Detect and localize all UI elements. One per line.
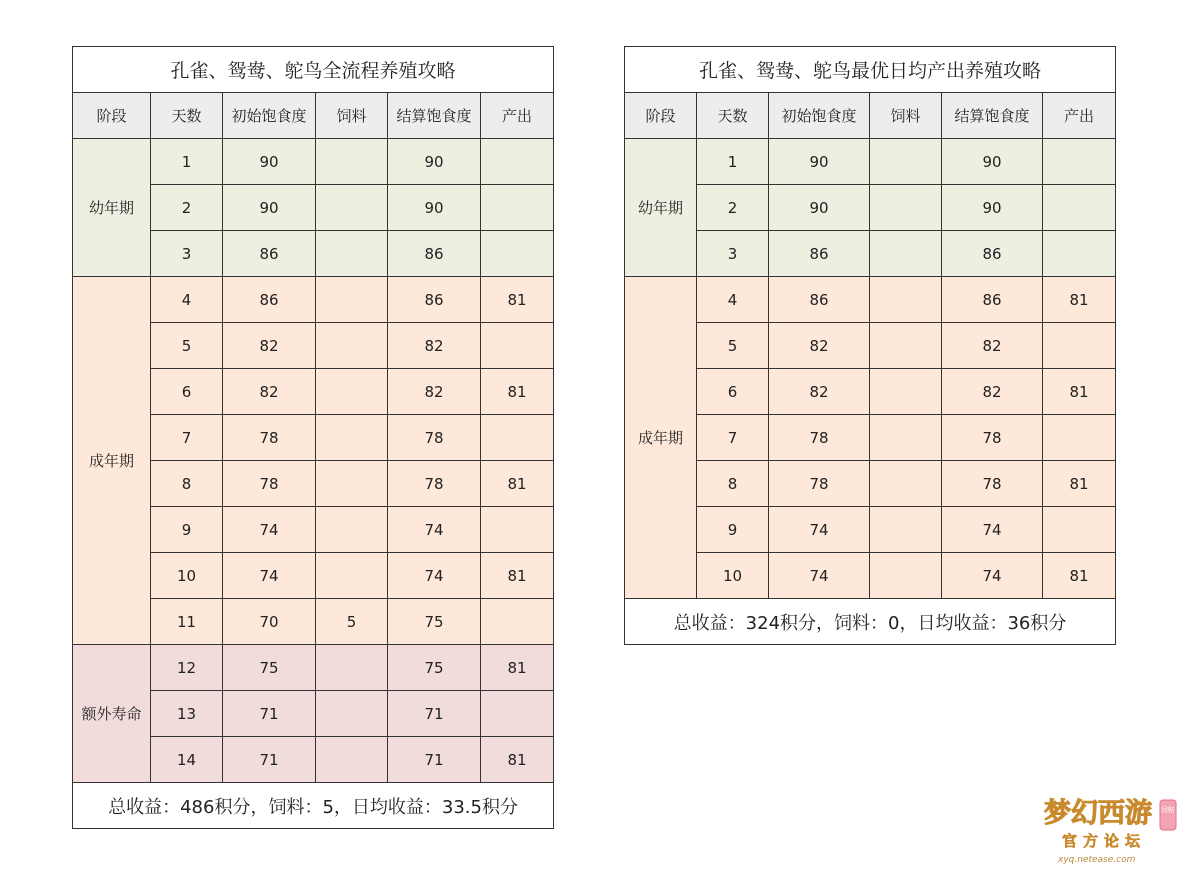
- day-cell: 3: [697, 231, 769, 277]
- table-title: 孔雀、鸳鸯、鸵鸟最优日均产出养殖攻略: [625, 47, 1116, 93]
- table-row: [625, 185, 1116, 231]
- output-cell: [481, 231, 554, 277]
- final-satiety-cell: 86: [388, 277, 481, 323]
- feed-cell: [316, 737, 388, 783]
- stage-label: 成年期: [73, 277, 151, 645]
- table-row: [625, 369, 1116, 415]
- feed-cell: [316, 277, 388, 323]
- initial-satiety-cell: 78: [769, 461, 870, 507]
- output-cell: 81: [1043, 461, 1116, 507]
- table-row: [625, 323, 1116, 369]
- column-header: 结算饱食度: [942, 93, 1043, 139]
- feed-cell: [316, 139, 388, 185]
- day-cell: 14: [151, 737, 223, 783]
- day-cell: 5: [697, 323, 769, 369]
- initial-satiety-cell: 90: [223, 185, 316, 231]
- initial-satiety-cell: 78: [769, 415, 870, 461]
- stage-label: 幼年期: [73, 139, 151, 277]
- feed-cell: [316, 369, 388, 415]
- final-satiety-cell: 75: [388, 645, 481, 691]
- final-satiety-cell: 86: [942, 277, 1043, 323]
- final-satiety-cell: 90: [942, 185, 1043, 231]
- initial-satiety-cell: 90: [223, 139, 316, 185]
- feed-cell: [316, 553, 388, 599]
- output-cell: [1043, 231, 1116, 277]
- day-cell: 6: [697, 369, 769, 415]
- final-satiety-cell: 90: [388, 185, 481, 231]
- table-row: [625, 277, 1116, 323]
- title-row: [73, 47, 554, 93]
- feed-cell: [870, 461, 942, 507]
- logo-title: 梦幻西游: [1044, 798, 1152, 829]
- header-row: [73, 93, 554, 139]
- table-row: [625, 553, 1116, 599]
- final-satiety-cell: 74: [942, 553, 1043, 599]
- initial-satiety-cell: 75: [223, 645, 316, 691]
- final-satiety-cell: 78: [942, 415, 1043, 461]
- final-satiety-cell: 82: [388, 369, 481, 415]
- final-satiety-cell: 90: [942, 139, 1043, 185]
- feed-cell: [870, 139, 942, 185]
- stage-label: 额外寿命: [73, 645, 151, 783]
- feed-cell: [870, 553, 942, 599]
- day-cell: 8: [151, 461, 223, 507]
- column-header: 产出: [1043, 93, 1116, 139]
- day-cell: 10: [697, 553, 769, 599]
- feed-cell: [870, 231, 942, 277]
- column-header: 产出: [481, 93, 554, 139]
- column-header: 饲料: [870, 93, 942, 139]
- final-satiety-cell: 71: [388, 737, 481, 783]
- day-cell: 1: [151, 139, 223, 185]
- initial-satiety-cell: 74: [769, 553, 870, 599]
- feed-cell: [316, 691, 388, 737]
- stage-label: 幼年期: [625, 139, 697, 277]
- day-cell: 4: [151, 277, 223, 323]
- initial-satiety-cell: 78: [223, 461, 316, 507]
- column-header: 初始饱食度: [769, 93, 870, 139]
- column-header: 阶段: [73, 93, 151, 139]
- initial-satiety-cell: 86: [223, 277, 316, 323]
- day-cell: 13: [151, 691, 223, 737]
- output-cell: [481, 691, 554, 737]
- final-satiety-cell: 78: [388, 461, 481, 507]
- final-satiety-cell: 82: [942, 369, 1043, 415]
- day-cell: 10: [151, 553, 223, 599]
- logo-url: xyq.netease.com: [1058, 855, 1136, 865]
- output-cell: 81: [481, 369, 554, 415]
- feed-cell: [316, 507, 388, 553]
- initial-satiety-cell: 86: [223, 231, 316, 277]
- day-cell: 7: [697, 415, 769, 461]
- title-row: [625, 47, 1116, 93]
- final-satiety-cell: 90: [388, 139, 481, 185]
- day-cell: 2: [151, 185, 223, 231]
- table-row: [625, 139, 1116, 185]
- output-cell: [481, 415, 554, 461]
- output-cell: [481, 599, 554, 645]
- output-cell: 81: [1043, 277, 1116, 323]
- initial-satiety-cell: 74: [769, 507, 870, 553]
- feed-cell: [316, 185, 388, 231]
- summary-text: 总收益：324积分，饲料：0，日均收益：36积分: [625, 599, 1116, 645]
- day-cell: 8: [697, 461, 769, 507]
- output-cell: 81: [1043, 369, 1116, 415]
- final-satiety-cell: 75: [388, 599, 481, 645]
- initial-satiety-cell: 90: [769, 185, 870, 231]
- day-cell: 4: [697, 277, 769, 323]
- logo-badge: 回帖: [1161, 806, 1175, 814]
- output-cell: 81: [481, 737, 554, 783]
- initial-satiety-cell: 71: [223, 691, 316, 737]
- game-forum-watermark-logo: [1040, 786, 1180, 866]
- column-header: 天数: [151, 93, 223, 139]
- full-process-guide-table: [72, 46, 554, 829]
- summary-row: [73, 783, 554, 829]
- feed-cell: [870, 507, 942, 553]
- column-header: 天数: [697, 93, 769, 139]
- output-cell: [1043, 415, 1116, 461]
- output-cell: [1043, 323, 1116, 369]
- final-satiety-cell: 74: [388, 507, 481, 553]
- final-satiety-cell: 78: [388, 415, 481, 461]
- final-satiety-cell: 74: [388, 553, 481, 599]
- output-cell: [481, 185, 554, 231]
- feed-cell: 5: [316, 599, 388, 645]
- feed-cell: [870, 415, 942, 461]
- feed-cell: [870, 185, 942, 231]
- final-satiety-cell: 71: [388, 691, 481, 737]
- feed-cell: [316, 645, 388, 691]
- output-cell: [1043, 185, 1116, 231]
- final-satiety-cell: 78: [942, 461, 1043, 507]
- final-satiety-cell: 82: [388, 323, 481, 369]
- day-cell: 5: [151, 323, 223, 369]
- column-header: 结算饱食度: [388, 93, 481, 139]
- summary-row: [625, 599, 1116, 645]
- final-satiety-cell: 82: [942, 323, 1043, 369]
- output-cell: [481, 139, 554, 185]
- optimal-daily-output-guide-table: [624, 46, 1116, 645]
- table-row: [73, 139, 554, 185]
- output-cell: 81: [481, 461, 554, 507]
- table-row: [73, 645, 554, 691]
- output-cell: 81: [481, 553, 554, 599]
- day-cell: 3: [151, 231, 223, 277]
- initial-satiety-cell: 82: [223, 369, 316, 415]
- initial-satiety-cell: 78: [223, 415, 316, 461]
- column-header: 阶段: [625, 93, 697, 139]
- table-title: 孔雀、鸳鸯、鸵鸟全流程养殖攻略: [73, 47, 554, 93]
- initial-satiety-cell: 86: [769, 277, 870, 323]
- initial-satiety-cell: 86: [769, 231, 870, 277]
- initial-satiety-cell: 70: [223, 599, 316, 645]
- table-row: [73, 277, 554, 323]
- header-row: [625, 93, 1116, 139]
- table-row: [625, 231, 1116, 277]
- logo-subtitle: 官方论坛: [1062, 832, 1147, 850]
- feed-cell: [316, 415, 388, 461]
- feed-cell: [316, 461, 388, 507]
- feed-cell: [870, 277, 942, 323]
- feed-cell: [870, 369, 942, 415]
- initial-satiety-cell: 74: [223, 553, 316, 599]
- day-cell: 11: [151, 599, 223, 645]
- final-satiety-cell: 86: [942, 231, 1043, 277]
- day-cell: 1: [697, 139, 769, 185]
- stage-label: 成年期: [625, 277, 697, 599]
- initial-satiety-cell: 71: [223, 737, 316, 783]
- column-header: 饲料: [316, 93, 388, 139]
- table-row: [625, 461, 1116, 507]
- initial-satiety-cell: 90: [769, 139, 870, 185]
- feed-cell: [870, 323, 942, 369]
- day-cell: 2: [697, 185, 769, 231]
- output-cell: 81: [481, 277, 554, 323]
- day-cell: 6: [151, 369, 223, 415]
- feed-cell: [316, 231, 388, 277]
- initial-satiety-cell: 82: [769, 369, 870, 415]
- output-cell: [1043, 139, 1116, 185]
- feed-cell: [316, 323, 388, 369]
- column-header: 初始饱食度: [223, 93, 316, 139]
- initial-satiety-cell: 74: [223, 507, 316, 553]
- day-cell: 9: [151, 507, 223, 553]
- day-cell: 7: [151, 415, 223, 461]
- final-satiety-cell: 74: [942, 507, 1043, 553]
- day-cell: 9: [697, 507, 769, 553]
- output-cell: [1043, 507, 1116, 553]
- table-row: [625, 507, 1116, 553]
- day-cell: 12: [151, 645, 223, 691]
- output-cell: 81: [1043, 553, 1116, 599]
- output-cell: [481, 323, 554, 369]
- output-cell: [481, 507, 554, 553]
- output-cell: 81: [481, 645, 554, 691]
- final-satiety-cell: 86: [388, 231, 481, 277]
- initial-satiety-cell: 82: [769, 323, 870, 369]
- initial-satiety-cell: 82: [223, 323, 316, 369]
- table-row: [625, 415, 1116, 461]
- summary-text: 总收益：486积分，饲料：5，日均收益：33.5积分: [73, 783, 554, 829]
